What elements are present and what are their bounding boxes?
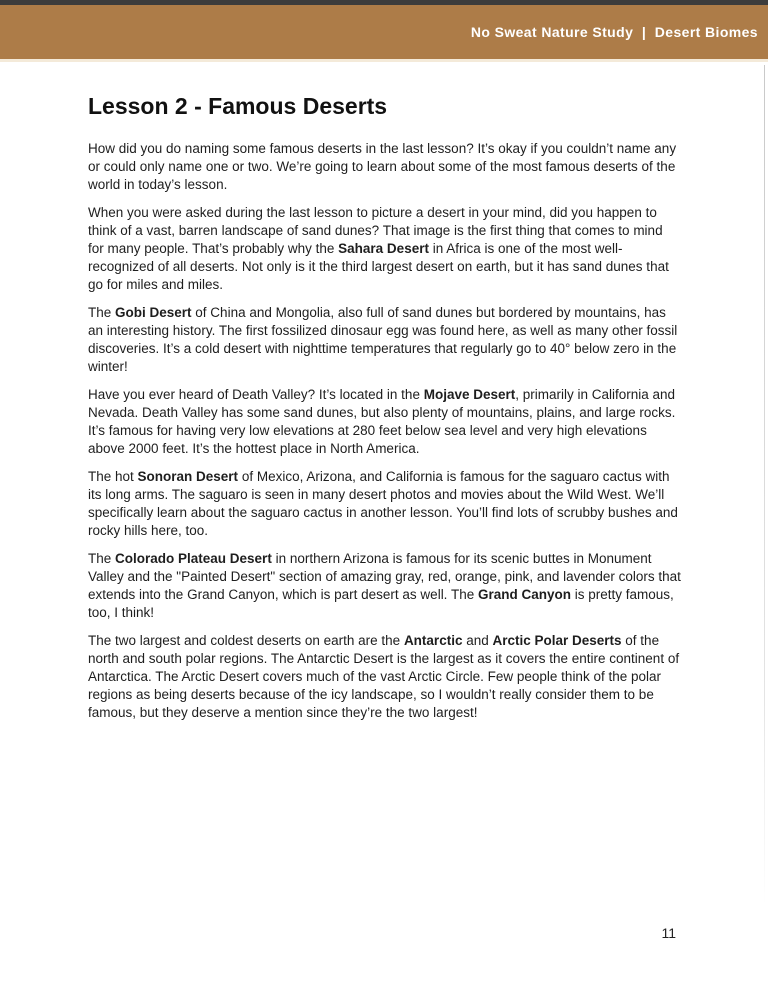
paragraph-text: , primarily in California and Nevada. Death Valley has some sand dunes, but also plenty of mountains, plains, and large rocks. It’s famous for having very low elevations at 280 feet below sea level and very high elevations above 2000 feet. It’s the hottest place in North America.	[88, 387, 676, 456]
paragraph-text: of the north and south polar regions. The Antarctic Desert is the largest as it covers the entire continent of Antarctica. The Arctic Desert covers much of the vast Arctic Circle. Few people think of the polar regions as being deserts because of the icy landscape, so I wouldn’t really consider them to be famous, but they deserve a mention since they’re the two largest!	[88, 633, 680, 720]
paragraph-text: Have you ever heard of Death Valley? It’s located in the	[88, 387, 424, 402]
paragraph-text: in Africa is one of the most well-recognized of all deserts. Not only is it the third largest desert on earth, but it has sand dunes that go for miles and miles.	[88, 241, 669, 292]
lesson-paragraphs	[88, 140, 681, 722]
desert-name-bold: Mojave Desert	[423, 387, 516, 402]
paragraph-text: When you were asked during the last lesson to picture a desert in your mind, did you happen to think of a vast, barren landscape of sand dunes? That image is the first thing that comes to mind for many people. That’s probably why the	[88, 205, 663, 256]
paragraph	[88, 304, 681, 376]
desert-name-bold: Gobi Desert	[115, 305, 192, 320]
paragraph	[88, 468, 681, 540]
desert-name-bold: Sonoran Desert	[137, 469, 239, 484]
paragraph-text: The two largest and coldest deserts on earth are the	[88, 633, 404, 648]
header-title: No Sweat Nature Study | Desert Biomes	[470, 24, 758, 40]
paragraph	[88, 140, 681, 194]
lesson-title: Lesson 2 - Famous Deserts	[88, 93, 388, 119]
paragraph-text: is pretty famous, too, I think!	[88, 587, 674, 620]
paragraph-text: and	[462, 633, 493, 648]
desert-name-bold: Antarctic	[403, 633, 463, 648]
page-number: 11	[661, 925, 676, 941]
paragraph-text: The	[88, 551, 116, 566]
paragraph	[88, 386, 681, 458]
page-right-edge-line	[764, 65, 765, 905]
paragraph-text: The hot	[88, 469, 138, 484]
paragraph-text: in northern Arizona is famous for its scenic buttes in Monument Valley and the "Painted Desert" section of amazing gray, red, orange, pink, and lavender colors that extends into the Grand Canyon, which is part desert as well. The	[88, 551, 681, 602]
desert-name-bold: Arctic Polar Deserts	[492, 633, 622, 648]
paragraph-text: of China and Mongolia, also full of sand dunes but bordered by mountains, has an interesting history. The first fossilized dinosaur egg was found here, as well as many other fossil discoveries. It’s a cold desert with nighttime temperatures that regularly go to 40° below zero in the winter!	[88, 305, 678, 374]
desert-name-bold: Grand Canyon	[477, 587, 571, 602]
paragraph-text: The	[88, 305, 116, 320]
paragraph	[88, 632, 681, 722]
page-content	[88, 93, 681, 732]
header-bar	[0, 5, 768, 62]
desert-name-bold: Colorado Plateau Desert	[115, 551, 272, 566]
paragraph-text: of Mexico, Arizona, and California is famous for the saguaro cactus with its long arms. The saguaro is seen in many desert photos and movies about the Wild West. We’ll specifically learn about the saguaro cactus in another lesson. You’ll find lots of scrubby bushes and rocky hills here, too.	[88, 469, 678, 538]
paragraph	[88, 550, 681, 622]
paragraph	[88, 204, 681, 294]
paragraph-text: How did you do naming some famous deserts in the last lesson? It’s okay if you couldn’t name any or could only name one or two. We’re going to learn about some of the most famous deserts of the world in today’s lesson.	[88, 141, 677, 192]
desert-name-bold: Sahara Desert	[338, 241, 429, 256]
